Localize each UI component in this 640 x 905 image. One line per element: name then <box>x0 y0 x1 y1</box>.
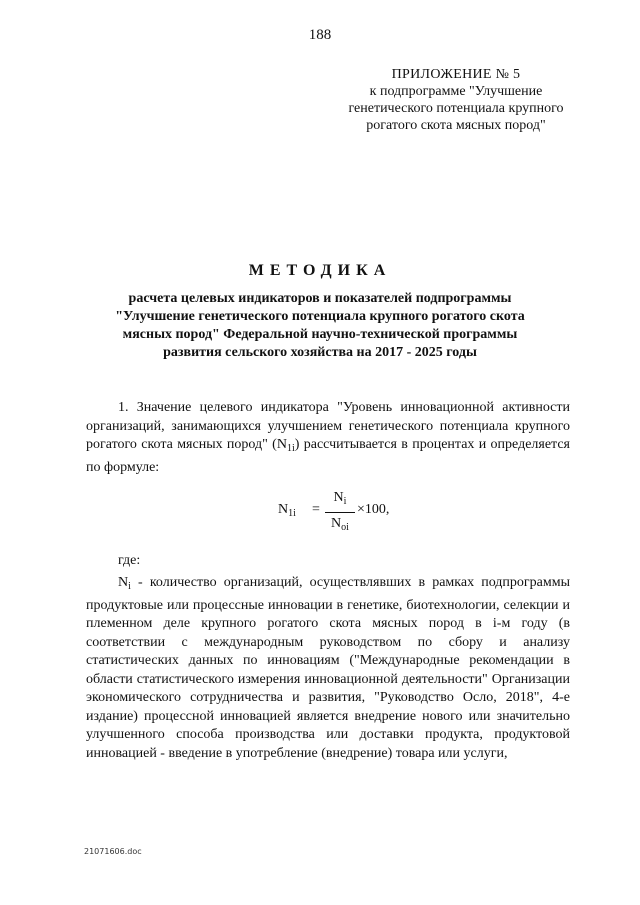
appendix-line-1: к подпрограмме "Улучшение <box>369 84 543 99</box>
paragraph-1 <box>86 399 570 477</box>
paragraph-2 <box>86 574 570 763</box>
paragraph-1-text-before: 1. Значение целевого индикатора "Уровень инновационной активности организаций, занимающихся улучшением генетического потенциала крупного рогатого скота мясных пород" (N <box>86 400 570 452</box>
paragraph-2-text: - количество организаций, осуществлявших в рамках подпрограммы продуктовые или процессные инновации в генетике, биотехнологии, селекции и племенном деле крупного рогатого скота мясных пород в i-м году (в соответствии с международным руководством по сбору и анализу статистических данных по инновациям ("Международные рекомендации в области статистического измерения инновационной деятельности" Организации экономического сотрудничества и развития, "Руководство Осло, 2018", 4-е издание) процессной инновацией является внедрение нового или значительно улучшенного способа производства или доставки продукта, продуктовой инновацией - введение в употребление (внедрение) товара или услуги, <box>86 575 570 761</box>
fraction-bar <box>325 512 355 513</box>
document-subtitle: расчета целевых индикаторов и показателей подпрограммы "Улучшение генетического потенциала крупного рогатого скота мясных пород" Федеральной научно-технической программы развития сельского хозяйства на 2017 - 2025 годы <box>115 291 525 360</box>
formula-multiplier: ×100, <box>357 502 390 517</box>
page-number: 188 <box>308 27 332 43</box>
paragraph-2-symbol: N <box>118 575 129 590</box>
formula-numerator: $N_i$ <box>333 490 347 507</box>
document-title: МЕТОДИКА <box>248 262 392 279</box>
appendix-header <box>310 66 602 134</box>
doc-code: 21071606.doc <box>84 847 142 856</box>
where-label: где: <box>118 553 141 568</box>
paragraph-2-symbol-sub: i <box>128 581 131 592</box>
formula-lhs: $N_{1i}$ <box>278 502 296 519</box>
formula-equals: = <box>312 502 320 517</box>
appendix-line-2: генетического потенциала крупного <box>348 101 564 116</box>
paragraph-1-text-after: ) рассчитывается в процентах и определяется по формуле: <box>86 437 570 475</box>
formula-denominator: $N_{oi}$ <box>331 516 349 533</box>
formula-fraction <box>325 490 355 536</box>
appendix-line-3: рогатого скота мясных пород" <box>366 118 546 133</box>
paragraph-1-subscript: 1i <box>286 443 295 454</box>
appendix-title: ПРИЛОЖЕНИЕ № 5 <box>391 67 521 82</box>
